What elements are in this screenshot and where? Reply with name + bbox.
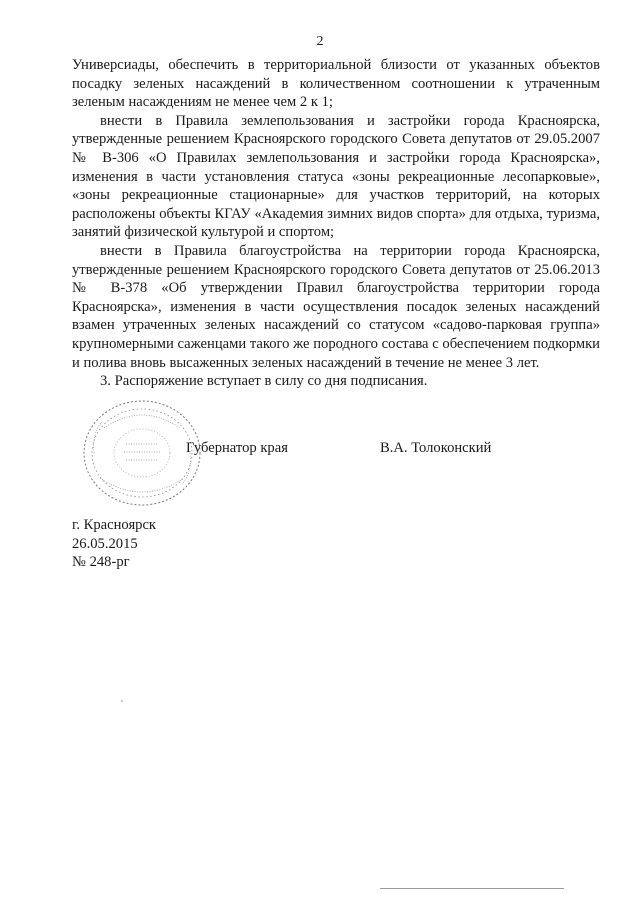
- scan-speck: [121, 700, 123, 702]
- signatory-name: В.А. Толоконский: [380, 440, 492, 456]
- paragraph-improvement-rules: внести в Правила благоустройства на территории города Красноярска, утвержденные решением Красноярского городского Совета депутатов от 25.06.2013 № В-378 «Об утверждении Правил благоустройства территории города Красноярска», изменения в части осуществления посадок зеленых насаждений взамен утраченных зеленых насаждений со статусом «садово-парковая группа» крупномерными саженцами такого же породного состава с обеспечением подкормки и полива вновь высаженных зеленых насаждений в течение не менее 3 лет.: [72, 242, 600, 371]
- signatory-title: Губернатор края: [186, 440, 288, 456]
- bottom-rule: [380, 888, 564, 889]
- document-body: [72, 56, 600, 391]
- page-number: 2: [316, 34, 324, 49]
- signoff-block: [72, 516, 156, 572]
- paragraph-effective-date: 3. Распоряжение вступает в силу со дня подписания.: [100, 373, 428, 390]
- paragraph-land-use-rules: внести в Правила землепользования и застройки города Красноярска, утвержденные решением Красноярского городского Совета депутатов от 29.05.2007 № В-306 «О Правилах землепользования и застройки города Красноярска», изменения в части установления статуса «зоны рекреационные лесопарковые», «зоны рекреационные стационарные» для участков территорий, на которых расположены объекты КГАУ «Академия зимних видов спорта» для отдыха, туризма, занятий физической культурой и спортом;: [72, 112, 600, 241]
- signoff-date: 26.05.2015: [72, 535, 138, 552]
- signoff-number: № 248-рг: [72, 554, 130, 571]
- signoff-city: г. Красноярск: [72, 517, 157, 533]
- paragraph-continuation: Универсиады, обеспечить в территориальной близости от указанных объектов посадку зеленых насаждений в количественном соотношении к утраченным зеленым насаждениям не менее чем 2 к 1;: [72, 57, 600, 111]
